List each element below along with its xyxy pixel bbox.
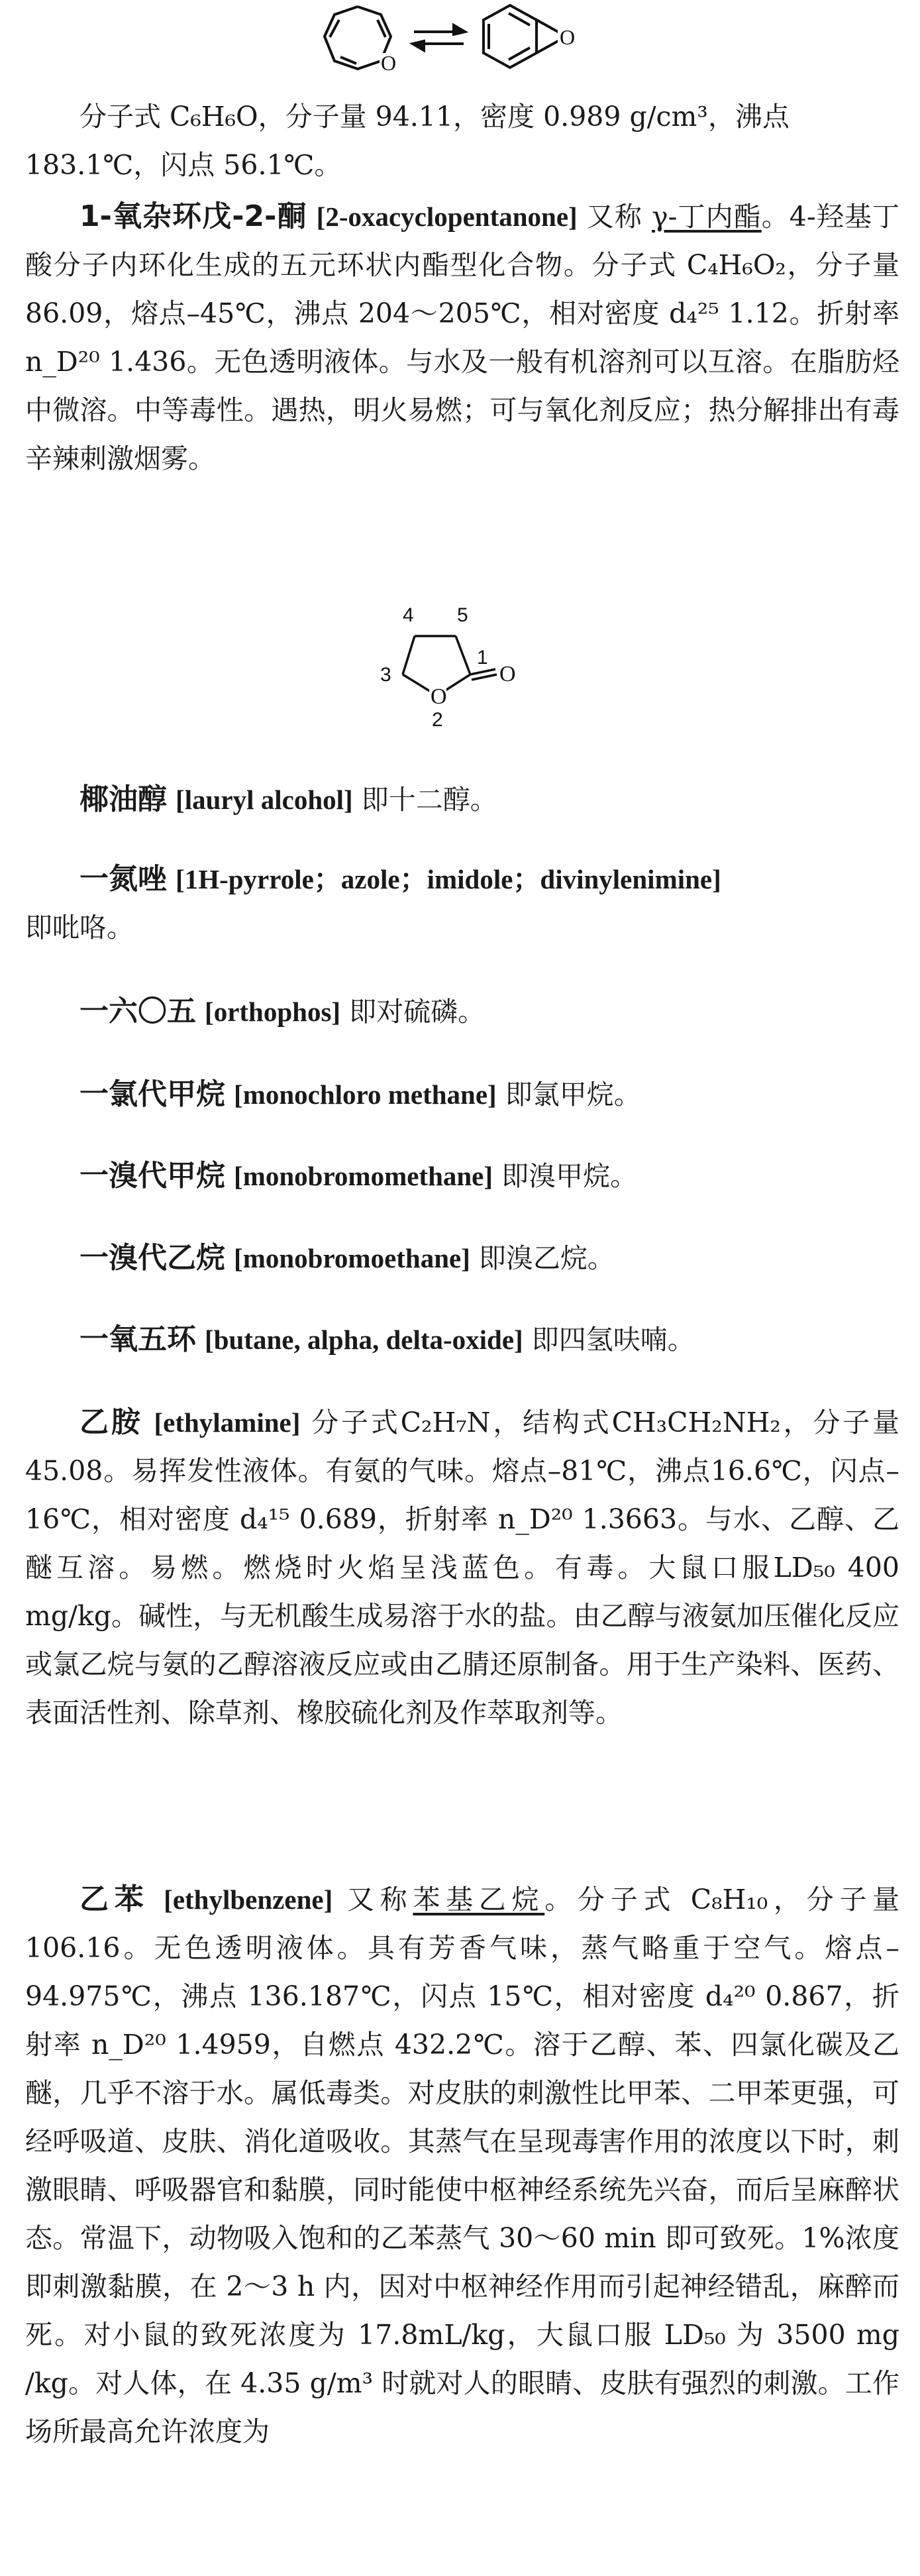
entry-heading: 椰油醇 — [79, 782, 167, 816]
entry-body: 。分子式 C₈H₁₀，分子量 106.16。无色透明液体。具有芳香气味，蒸气略重于空气。熔点–94.975℃，沸点 136.187℃，闪点 15℃，相对密度 d₄²⁰ 0.867，折射率 n_D²⁰ 1.4959，自燃点 432.2℃。溶于乙醇、苯、四氯化碳及乙醚，几乎不溶于水。属低毒类。对皮肤的刺激性比甲苯、二甲苯更强，可经呼吸道、皮肤、消化道吸收。其蒸气在呈现毒害作用的浓度以下时，刺激眼睛、呼吸器官和黏膜，同时能使中枢神经系统先兴奋，而后呈麻醉状态。常温下，动物吸入饱和的乙苯蒸气 30～60 min 即可致死。1%浓度即刺激黏膜，在 2～3 h 内，因对中枢神经作用而引起神经错乱，麻醉而死。对小鼠的致死浓度为 17.8mL/kg，大鼠口服 LD₅₀ 为 3500 mg /kg。对人体，在 4.35 g/m³ 时就对人的眼睛、皮肤有强烈的刺激。工作场所最高允许浓度为 — [25, 1884, 900, 2447]
entry-english-name: [1H-pyrrole；azole；imidole；divinylenimine] — [176, 864, 721, 894]
entry-english-name: [monobromoethane] — [234, 1243, 470, 1273]
entry-body: 即吡咯。 — [25, 912, 134, 943]
equilibrium-svg — [311, 0, 589, 80]
ring-label: 3 — [380, 664, 391, 686]
oxepin-line1-text: 分子式 C₆H₆O，分子量 94.11，密度 0.989 g/cm³，沸点 — [79, 101, 790, 133]
entry-lauryl-alcohol — [25, 775, 899, 824]
entry-body: 又称 — [332, 1884, 413, 1915]
entry-monochloromethane — [25, 1070, 899, 1119]
entry-english-name: [monochloro methane] — [234, 1079, 497, 1110]
entry-ethylamine — [25, 1398, 899, 1737]
entry-heading: 乙胺 — [79, 1405, 143, 1439]
entry-body: 即对硫磷。 — [340, 996, 486, 1028]
entry-body: 即溴乙烷。 — [470, 1242, 615, 1274]
ring-label: 1 — [477, 647, 488, 669]
butyrolactone-ring-structure — [371, 596, 523, 729]
entry-oxacyclopentanone — [25, 192, 899, 483]
entry-body: 即氯甲烷。 — [496, 1079, 641, 1110]
entry-body: 即溴甲烷。 — [493, 1160, 638, 1192]
equilibrium-arrows — [413, 25, 465, 50]
entry-pyrrole — [25, 855, 899, 952]
oxepin-equilibrium-structure — [311, 0, 589, 80]
entry-body: 分子式C₂H₇N，结构式CH₃CH₂NH₂，分子量45.08。易挥发性液体。有氨的气味。熔点–81℃，沸点16.6℃，闪点–16℃，相对密度 d₄¹⁵ 0.689，折射率 n_D²⁰ 1.3663。与水、乙醇、乙醚互溶。易燃。燃烧时火焰呈浅蓝色。有毒。大鼠口服LD₅₀ 400 mg/kg。碱性，与无机酸生成易溶于水的盐。由乙醇与液氨加压催化反应或氯乙烷与氨的乙醇溶液反应或由乙腈还原制备。用于生产染料、医药、表面活性剂、除草剂、橡胶硫化剂及作萃取剂等。 — [25, 1407, 899, 1729]
entry-alias-link: 苯基乙烷 — [413, 1884, 545, 1915]
entry-heading: 一溴代甲烷 — [79, 1159, 225, 1193]
entry-heading: 一氮唑 — [79, 862, 167, 896]
oxepin-properties-line1 — [25, 93, 899, 141]
svg-text:O: O — [560, 25, 576, 49]
entry-heading: 一氯代甲烷 — [79, 1077, 225, 1111]
ring-label: O — [499, 662, 516, 686]
entry-orthophos — [25, 987, 899, 1036]
entry-alias-link: γ-丁内酯 — [652, 201, 762, 233]
lactone-svg — [371, 596, 523, 729]
oxepin-properties-line2 — [25, 141, 899, 189]
ring-label: 4 — [403, 604, 414, 626]
entry-heading: 一六〇五 — [79, 994, 196, 1028]
entry-english-name: [2-oxacyclopentanone] — [316, 201, 578, 232]
entry-body: 即十二醇。 — [352, 784, 497, 816]
entry-monobromomethane — [25, 1152, 899, 1201]
entry-butane-oxide — [25, 1315, 899, 1364]
entry-english-name: [ethylamine] — [154, 1407, 301, 1438]
entry-english-name: [butane, alpha, delta-oxide] — [205, 1324, 523, 1355]
entry-monobromoethane — [25, 1234, 899, 1283]
benzene-oxide-ring — [484, 5, 566, 68]
entry-heading: 1-氧杂环戊-2-酮 — [79, 199, 307, 233]
entry-heading: 一氧五环 — [79, 1322, 196, 1356]
entry-english-name: [orthophos] — [205, 996, 341, 1027]
oxepin-line2-text: 183.1℃，闪点 56.1℃。 — [25, 149, 342, 181]
ring-label: O — [431, 684, 447, 709]
entry-body: 。4-羟基丁酸分子内环化生成的五元环状内酯型化合物。分子式 C₄H₆O₂，分子量 86.09，熔点–45℃，沸点 204～205℃，相对密度 d₄²⁵ 1.12。折射率 n_D²⁰ 1.436。无色透明液体。与水及一般有机溶剂可以互溶。在脂肪烃中微溶。中等毒性。遇热，明火易燃；可与氧化剂反应；热分解排出有毒辛辣刺激烟雾。 — [25, 201, 899, 474]
entry-body: 又称 — [577, 201, 652, 233]
entry-english-name: [ethylbenzene] — [164, 1884, 333, 1915]
entry-heading: 乙苯 — [79, 1882, 150, 1916]
ring-label: 2 — [432, 709, 443, 729]
entry-body: 即四氢呋喃。 — [523, 1324, 695, 1356]
entry-english-name: [lauryl alcohol] — [176, 784, 353, 815]
svg-text:O: O — [381, 51, 397, 75]
entry-heading: 一溴代乙烷 — [79, 1241, 225, 1275]
entry-ethylbenzene — [25, 1875, 899, 2456]
entry-english-name: [monobromomethane] — [234, 1161, 493, 1191]
ring-label: 5 — [457, 604, 468, 626]
